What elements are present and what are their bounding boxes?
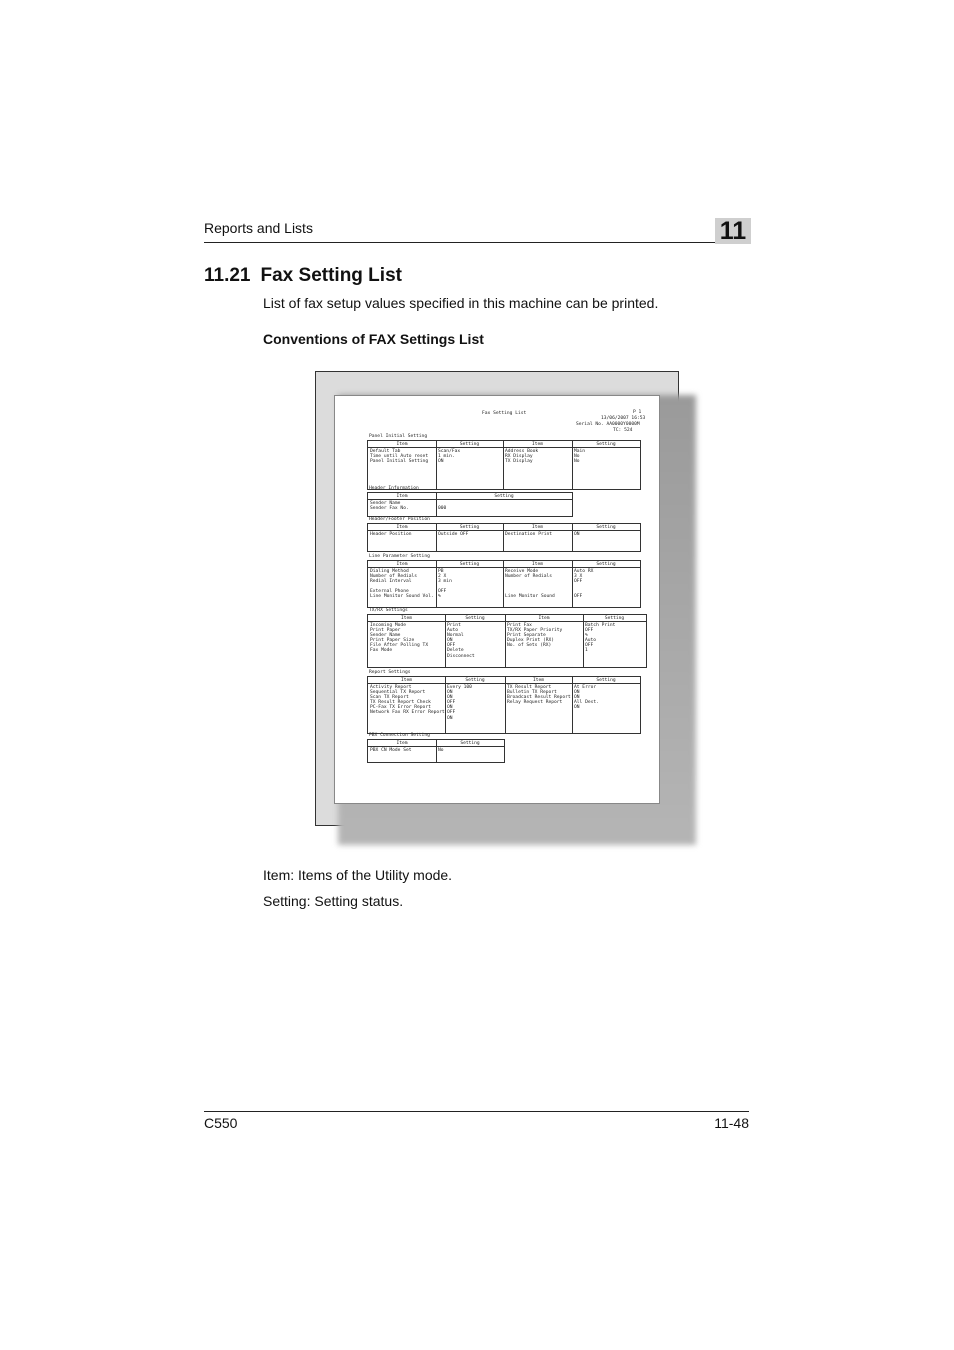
table-header-cell: Item [532,677,545,683]
table-cell: Delete [447,648,464,654]
table-cell: Sender Name [370,633,401,639]
table-cell: External Phone [370,589,409,595]
table-cell: Incoming Mode [370,623,406,628]
header-rule [204,242,749,243]
table-header-cell: Setting [596,677,616,683]
model-name: C550 [204,1115,238,1131]
table-header-cell: Setting [459,441,480,447]
table-column-values [574,532,580,537]
table-cell: No [438,748,444,753]
table-cell: 3 min [438,579,452,585]
report-section-title: PBX Connection Setting [369,733,430,738]
report-section-table [367,739,505,763]
table-cell: Auto [447,628,459,634]
table-header-cell: Item [396,561,408,567]
tc-value: 524 [624,428,633,433]
table-cell: ON [447,695,453,701]
table-cell: Header Position [370,532,412,537]
report-section-table [367,523,641,552]
table-cell: Auto [585,638,597,644]
table-header-cell: Item [531,561,544,567]
table-cell: PB [438,569,444,574]
table-cell: Receive Mode [505,569,539,574]
table-column-values [370,449,428,464]
table-header-cell: Setting [465,677,485,683]
table-cell: 3 X [574,574,583,580]
table-header-cell: Setting [596,524,616,530]
table-column-values [585,623,615,654]
table-cell: Outside OFF [438,532,469,537]
table-cell: ON [447,705,453,711]
table-column-values [447,623,475,659]
table-cell: Batch Print [585,623,616,628]
report-section-table [367,440,641,490]
item-note: Item: Items of the Utility mode. [263,867,453,883]
table-header-cell: Item [396,441,408,447]
table-column-values [505,449,538,464]
table-cell: Print Paper [370,628,401,634]
table-header-cell: Setting [460,740,480,746]
table-cell: 2 X [438,574,447,580]
table-column-divider [445,615,446,667]
table-header-cell: Item [400,677,413,683]
table-cell: Panel Initial Setting [370,459,429,465]
table-cell: Activity Report [370,685,412,690]
table-cell: All Dest. [574,700,599,706]
table-column-values [574,569,593,600]
table-column-values [370,501,409,511]
report-date: 13/06/2007 16:53 [601,416,646,421]
table-header-cell: Setting [465,615,485,621]
table-cell: 1 min. [438,454,455,460]
table-header-cell: Item [400,615,413,621]
table-column-values [574,449,585,464]
table-column-values [507,623,562,648]
table-column-values [370,748,412,753]
table-column-values [505,569,555,600]
table-cell: % [585,633,588,639]
table-cell: Line Monitor Sound Vol. [370,594,434,600]
section-title [204,265,412,287]
table-cell: OFF [447,643,456,649]
table-cell: Scan/Fax [438,449,461,454]
table-cell: TX Display [505,459,533,465]
table-column-values [438,532,468,537]
table-cell: Sender Fax No. [370,506,409,512]
table-column-values [370,532,412,537]
table-cell: OFF [585,643,594,649]
table-cell: Print Paper Size [370,638,415,644]
table-cell: ON [574,705,580,711]
table-header-cell: Setting [604,615,625,621]
report-section-title: TX/RX Settings [369,608,408,613]
table-cell: TX Result Report [507,685,552,690]
section-number: 11.21 [204,265,251,286]
table-cell: Network Fax RX Error Report [370,710,445,716]
table-cell: No [574,459,580,465]
table-cell: OFF [585,628,594,634]
table-cell: Relay Request Report [507,700,563,706]
table-cell: Print Fax [507,623,532,628]
table-column-values [438,748,444,753]
table-column-divider [445,677,446,733]
table-cell: Print Separate [507,633,546,639]
table-cell: ON [574,532,580,537]
report-section-title: Panel Initial Setting [369,434,428,439]
table-cell: Bulletin TX Report [507,690,557,696]
table-column-divider [505,615,506,667]
table-cell: Line Monitor Sound [505,594,555,600]
table-cell: PC-Fax TX Error Report [370,705,431,711]
table-column-divider [505,677,506,733]
table-header-cell: Item [538,615,550,621]
table-column-values [574,685,599,710]
table-cell: Disconnect [447,653,475,659]
table-cell: Scan TX Report [370,695,409,701]
table-column-divider [436,441,437,489]
report-page: P 1 [633,410,642,415]
footer-rule [204,1111,749,1112]
table-cell: PBX CN Mode Set [370,748,412,753]
table-cell: At Error [574,685,597,690]
tc-label: TC: [613,428,622,433]
table-header-cell: Item [531,524,544,530]
table-column-values [447,685,472,721]
table-cell: 000 [438,506,447,512]
table-cell: Dialing Method [370,569,409,574]
table-header-cell: Setting [459,561,480,567]
sample-report-page [334,395,660,804]
table-column-values [507,685,571,705]
report-section-table [367,492,573,517]
serial-label: Serial No. [576,422,604,427]
report-section-table [367,676,641,734]
table-cell: Normal [447,633,464,639]
table-cell: Time until Auto reset [370,454,429,460]
table-column-divider [572,561,573,607]
report-section-title: Header/Footer Position [369,517,430,522]
subheading: Conventions of FAX Settings List [263,331,484,347]
table-cell: No [574,454,580,460]
table-column-divider [583,615,584,667]
table-column-divider [503,441,504,489]
table-header-cell: Item [531,441,544,447]
table-cell: ON [447,690,453,696]
table-cell: ON [447,715,453,721]
setting-note: Setting: Setting status. [263,893,404,909]
report-tc [613,428,632,433]
table-column-values [505,532,552,537]
table-cell: Destination Print [505,532,553,537]
table-cell: Redial Interval [370,579,412,585]
table-cell: Print [447,623,461,628]
table-cell: ON [438,459,444,465]
table-cell: TX/RX Paper Priority [507,628,563,634]
running-head: Reports and Lists [204,220,313,236]
report-section-title: Header Information [369,486,419,491]
serial-value: AA0000Y0000M [606,422,640,427]
page-number: 11-48 [714,1115,749,1131]
report-section-title: Line Parameter Setting [369,554,430,559]
table-cell: OFF [447,710,456,716]
section-heading: Fax Setting List [260,265,402,286]
table-header-cell: Item [396,740,408,746]
table-cell: Auto RX [574,569,594,574]
table-cell: Fax Mode [370,648,393,654]
table-cell: Broadcast Result Report [507,695,571,701]
table-cell: No. of Sets (RX) [507,643,552,649]
intro-text: List of fax setup values specified in this machine can be printed. [263,295,659,311]
table-cell: % [438,594,441,600]
table-header-cell: Setting [596,441,616,447]
table-cell: OFF [574,594,583,600]
table-cell: Main [574,449,586,454]
table-column-values [438,449,460,464]
table-cell: Every 100 [447,685,472,690]
table-cell: OFF [447,700,456,706]
table-cell: Number of Redials [505,574,553,580]
table-cell: Number of Redials [370,574,418,580]
table-column-values [438,569,452,600]
table-cell: Default Tab [370,449,401,454]
table-cell: OFF [438,589,447,595]
table-cell: Sender Name [370,501,401,506]
report-serial [576,422,640,427]
table-header-cell: Setting [459,524,480,530]
report-section-table [367,614,647,668]
table-cell: ON [574,690,580,696]
table-cell: 1 [585,648,588,654]
table-column-values [370,685,445,716]
table-cell: OFF [574,579,583,585]
table-header-cell: Setting [494,493,514,499]
report-section-title: Report Settings [369,670,411,675]
table-cell: RX Display [505,454,533,460]
table-header-cell: Item [396,493,408,499]
table-column-divider [503,561,504,607]
chapter-badge: 11 [715,218,751,244]
table-cell: Sequential TX Report [370,690,426,696]
table-header-cell: Setting [596,561,616,567]
table-column-values [438,501,446,511]
table-cell: ON [447,638,453,644]
table-column-values [370,623,428,654]
table-column-divider [572,677,573,733]
table-cell: File After Polling TX [370,643,429,649]
table-cell: TX Result Report Check [370,700,431,706]
table-cell: Duplex Print (RX) [507,638,555,644]
table-header-cell: Item [396,524,408,530]
table-column-divider [572,441,573,489]
table-column-values [370,569,434,600]
table-cell: Address Book [505,449,539,454]
table-column-divider [436,561,437,607]
table-cell: ON [574,695,580,701]
report-section-table [367,560,641,608]
report-title: Fax Setting List [482,411,527,416]
